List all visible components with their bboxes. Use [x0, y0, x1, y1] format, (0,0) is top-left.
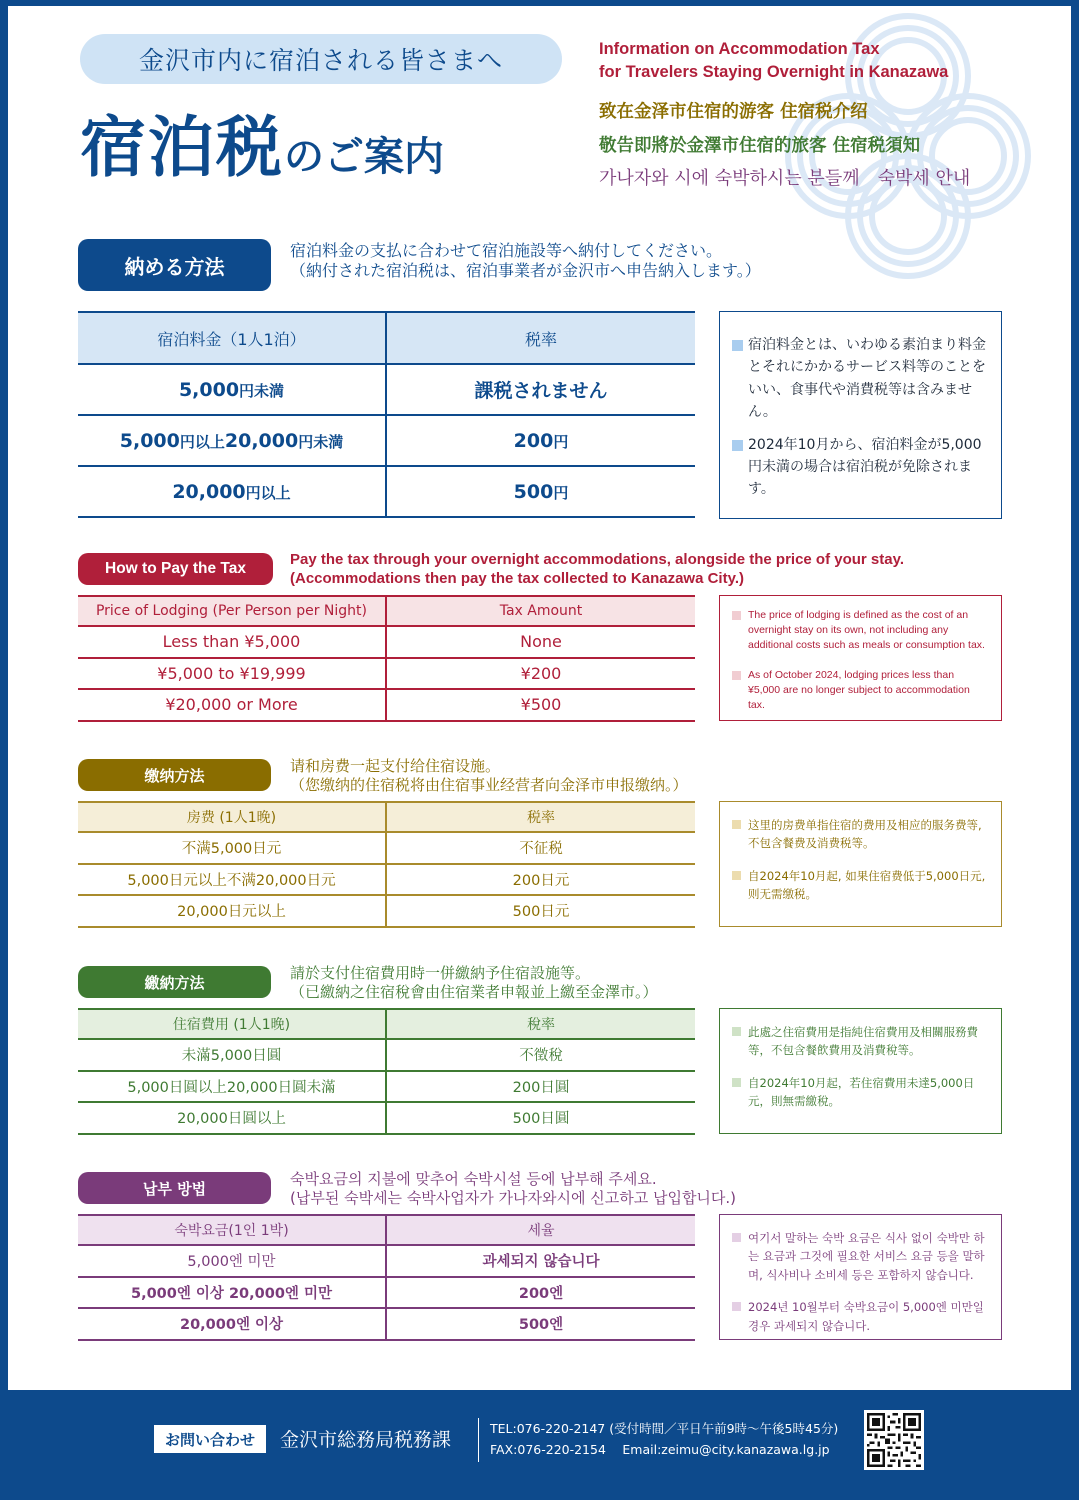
rate-cell: 200日圓: [386, 1071, 695, 1103]
square-bullet-icon: [732, 340, 743, 351]
section-intro: [290, 964, 658, 1002]
square-bullet-icon: [732, 1027, 741, 1036]
section-intro: [290, 551, 904, 589]
section-label: How to Pay the Tax: [78, 553, 273, 585]
note-item: 여기서 말하는 숙박 요금은 식사 없이 숙박만 하는 요금과 그것에 필요한 서비스 요금 등을 말하며, 식사비나 소비세 등은 포함하지 않습니다.: [732, 1229, 989, 1284]
title-main: 宿泊税: [80, 108, 284, 186]
intro-line2: （您缴纳的住宿税将由住宿事业经营者向金泽市申报缴纳。）: [290, 775, 688, 794]
price-cell: 20,000日元以上: [78, 895, 386, 927]
flyer-page: [8, 6, 1071, 1390]
intro-line1: 請於支付住宿費用時一併繳納予住宿設施等。: [290, 964, 591, 982]
table-row: [78, 658, 695, 690]
intro-line1: 숙박요금의 지불에 맞추어 숙박시설 등에 납부해 주세요.: [290, 1170, 657, 1188]
price-cell: ¥20,000 or More: [78, 689, 386, 721]
title-korean: 가나자와 시에 숙박하시는 분들께 숙박세 안내: [599, 168, 971, 189]
table-row: [78, 895, 695, 927]
table-row: [78, 832, 695, 864]
rate-cell: 課税されません: [386, 364, 695, 415]
rate-cell: 500円: [386, 466, 695, 517]
header-price: 房费 (1人1晚): [78, 802, 386, 832]
header-rate: Tax Amount: [386, 596, 695, 626]
price-cell: ¥5,000 to ¥19,999: [78, 658, 386, 690]
title-zh-simplified: 致在金泽市住宿的游客 住宿税介绍: [599, 102, 868, 122]
rate-cell: 200엔: [386, 1277, 695, 1309]
section-label: 繳納方法: [78, 966, 271, 998]
intro-line2: (Accommodations then pay the tax collected to Kanazawa City.): [290, 569, 744, 587]
section-intro: [290, 1170, 736, 1208]
tax-table: [78, 801, 695, 928]
header-price: Price of Lodging (Per Person per Night): [78, 596, 386, 626]
rate-cell: 500日元: [386, 895, 695, 927]
square-bullet-icon: [732, 1233, 741, 1242]
header-price: 宿泊料金（1人1泊）: [78, 312, 386, 364]
header-price: 住宿費用 (1人1晚): [78, 1009, 386, 1039]
intro-line1: 请和房费一起支付给住宿设施。: [290, 757, 501, 775]
note-item: 2024年10月から、宿泊料金が5,000円未満の場合は宿泊税が免除されます。: [732, 434, 989, 501]
title-en-line1: Information on Accommodation Tax: [599, 40, 880, 58]
intro-line2: （已繳納之住宿稅會由住宿業者申報並上繳至金澤市。）: [290, 982, 658, 1001]
price-cell: 5,000日元以上不满20,000日元: [78, 864, 386, 896]
table-header: [78, 1215, 695, 1245]
header-rate: 税率: [386, 802, 695, 832]
section-label: 납부 방법: [78, 1172, 271, 1204]
note-item: 这里的房费单指住宿的费用及相应的服务费等, 不包含餐费及消费税等。: [732, 816, 989, 853]
note-box: [719, 1008, 1002, 1134]
rate-cell: 200円: [386, 415, 695, 466]
table-row: [78, 364, 695, 415]
header-price: 숙박요금(1인 1박): [78, 1215, 386, 1245]
table-row: [78, 1102, 695, 1134]
price-cell: 20,000엔 이상: [78, 1308, 386, 1340]
square-bullet-icon: [732, 820, 741, 829]
rate-cell: 不征税: [386, 832, 695, 864]
tax-table: [78, 1214, 695, 1341]
intro-line1: 宿泊料金の支払に合わせて宿泊施設等へ納付してください。: [290, 241, 723, 260]
table-header: [78, 596, 695, 626]
header-rate: 세율: [386, 1215, 695, 1245]
subtitle-banner: 金沢市内に宿泊される皆さまへ: [80, 34, 562, 84]
table-row: [78, 1245, 695, 1277]
rate-cell: ¥500: [386, 689, 695, 721]
price-cell: 5,000엔 이상 20,000엔 미만: [78, 1277, 386, 1309]
price-cell: 5,000엔 미만: [78, 1245, 386, 1277]
table-header: [78, 1009, 695, 1039]
section-korean: [78, 1172, 1004, 1352]
page-title: [80, 94, 444, 189]
square-bullet-icon: [732, 440, 743, 451]
table-row: [78, 689, 695, 721]
section-chinese-traditional: [78, 966, 1004, 1146]
table-header: [78, 312, 695, 364]
footer-divider: [478, 1418, 479, 1462]
price-cell: 5,000日圓以上20,000日圓未滿: [78, 1071, 386, 1103]
note-item: 2024년 10월부터 숙박요금이 5,000엔 미만일 경우 과세되지 않습니다.: [732, 1298, 989, 1335]
note-item: 此處之住宿費用是指純住宿費用及相關服務費等，不包含餐飲費用及消費稅等。: [732, 1023, 989, 1060]
intro-line1: Pay the tax through your overnight accommodations, alongside the price of your stay.: [290, 551, 904, 568]
contact-fax-email[interactable]: FAX:076-220-2154 Email:zeimu@city.kanazawa.lg.jp: [490, 1442, 830, 1457]
rate-cell: 200日元: [386, 864, 695, 896]
note-box: [719, 1214, 1002, 1340]
table-row: [78, 466, 695, 517]
table-row: [78, 864, 695, 896]
rate-cell: None: [386, 626, 695, 658]
price-cell: 20,000日圓以上: [78, 1102, 386, 1134]
title-en-line2: for Travelers Staying Overnight in Kanazawa: [599, 63, 949, 81]
title-suffix: のご案内: [284, 133, 444, 180]
section-label: 缴纳方法: [78, 759, 271, 791]
price-cell: 5,000円未満: [78, 364, 386, 415]
rate-cell: 500日圓: [386, 1102, 695, 1134]
tax-table: [78, 311, 695, 518]
square-bullet-icon: [732, 1302, 741, 1311]
price-cell: 20,000円以上: [78, 466, 386, 517]
note-box: [719, 801, 1002, 927]
rate-cell: 不徵稅: [386, 1039, 695, 1071]
price-cell: 不满5,000日元: [78, 832, 386, 864]
header-rate: 稅率: [386, 1009, 695, 1039]
tax-table: [78, 1008, 695, 1135]
note-item: 宿泊料金とは、いわゆる素泊まり料金とそれにかかるサービス料等のことをいい、食事代や消費税等は含みません。: [732, 334, 989, 424]
section-japanese: [78, 239, 1004, 529]
qr-code-icon[interactable]: [864, 1410, 924, 1470]
table-row: [78, 1308, 695, 1340]
header-rate: 税率: [386, 312, 695, 364]
square-bullet-icon: [732, 611, 741, 620]
rate-cell: ¥200: [386, 658, 695, 690]
section-chinese-simplified: [78, 759, 1004, 939]
price-cell: 未滿5,000日圓: [78, 1039, 386, 1071]
table-row: [78, 1071, 695, 1103]
rate-cell: 500엔: [386, 1308, 695, 1340]
contact-tel: TEL:076-220-2147 (受付時間／平日午前9時～午後5時45分): [490, 1421, 839, 1436]
square-bullet-icon: [732, 871, 741, 880]
note-item: The price of lodging is defined as the cost of an overnight stay on its own, not including any additional costs such as meals or consumption tax.: [732, 608, 989, 654]
table-row: [78, 1039, 695, 1071]
department-name: 金沢市総務局税務課: [280, 1429, 452, 1451]
rate-cell: 과세되지 않습니다: [386, 1245, 695, 1277]
note-box: [719, 311, 1002, 519]
title-zh-traditional: 敬告即將於金澤市住宿的旅客 住宿税須知: [599, 136, 921, 156]
price-cell: 5,000円以上20,000円未満: [78, 415, 386, 466]
price-cell: Less than ¥5,000: [78, 626, 386, 658]
section-english: [78, 553, 1004, 733]
table-row: [78, 1277, 695, 1309]
table-header: [78, 802, 695, 832]
contact-label: お問い合わせ: [154, 1425, 266, 1453]
table-row: [78, 415, 695, 466]
section-label: 納める方法: [78, 239, 271, 291]
section-intro: [290, 757, 688, 795]
qr-code-graphic: [867, 1413, 921, 1467]
tax-table: [78, 595, 695, 722]
table-row: [78, 626, 695, 658]
note-item: 自2024年10月起，若住宿費用未達5,000日元，則無需繳稅。: [732, 1074, 989, 1111]
square-bullet-icon: [732, 671, 741, 680]
note-item: As of October 2024, lodging prices less than ¥5,000 are no longer subject to accommodation tax.: [732, 668, 989, 714]
note-box: [719, 595, 1002, 721]
note-item: 自2024年10月起, 如果住宿费低于5,000日元, 则无需缴税。: [732, 867, 989, 904]
intro-line2: (납부된 숙박세는 숙박사업자가 가나자와시에 신고하고 납입합니다.): [290, 1188, 737, 1207]
square-bullet-icon: [732, 1078, 741, 1087]
intro-line2: （納付された宿泊税は、宿泊事業者が金沢市へ申告納入します。）: [290, 261, 761, 280]
section-intro: [290, 241, 761, 281]
